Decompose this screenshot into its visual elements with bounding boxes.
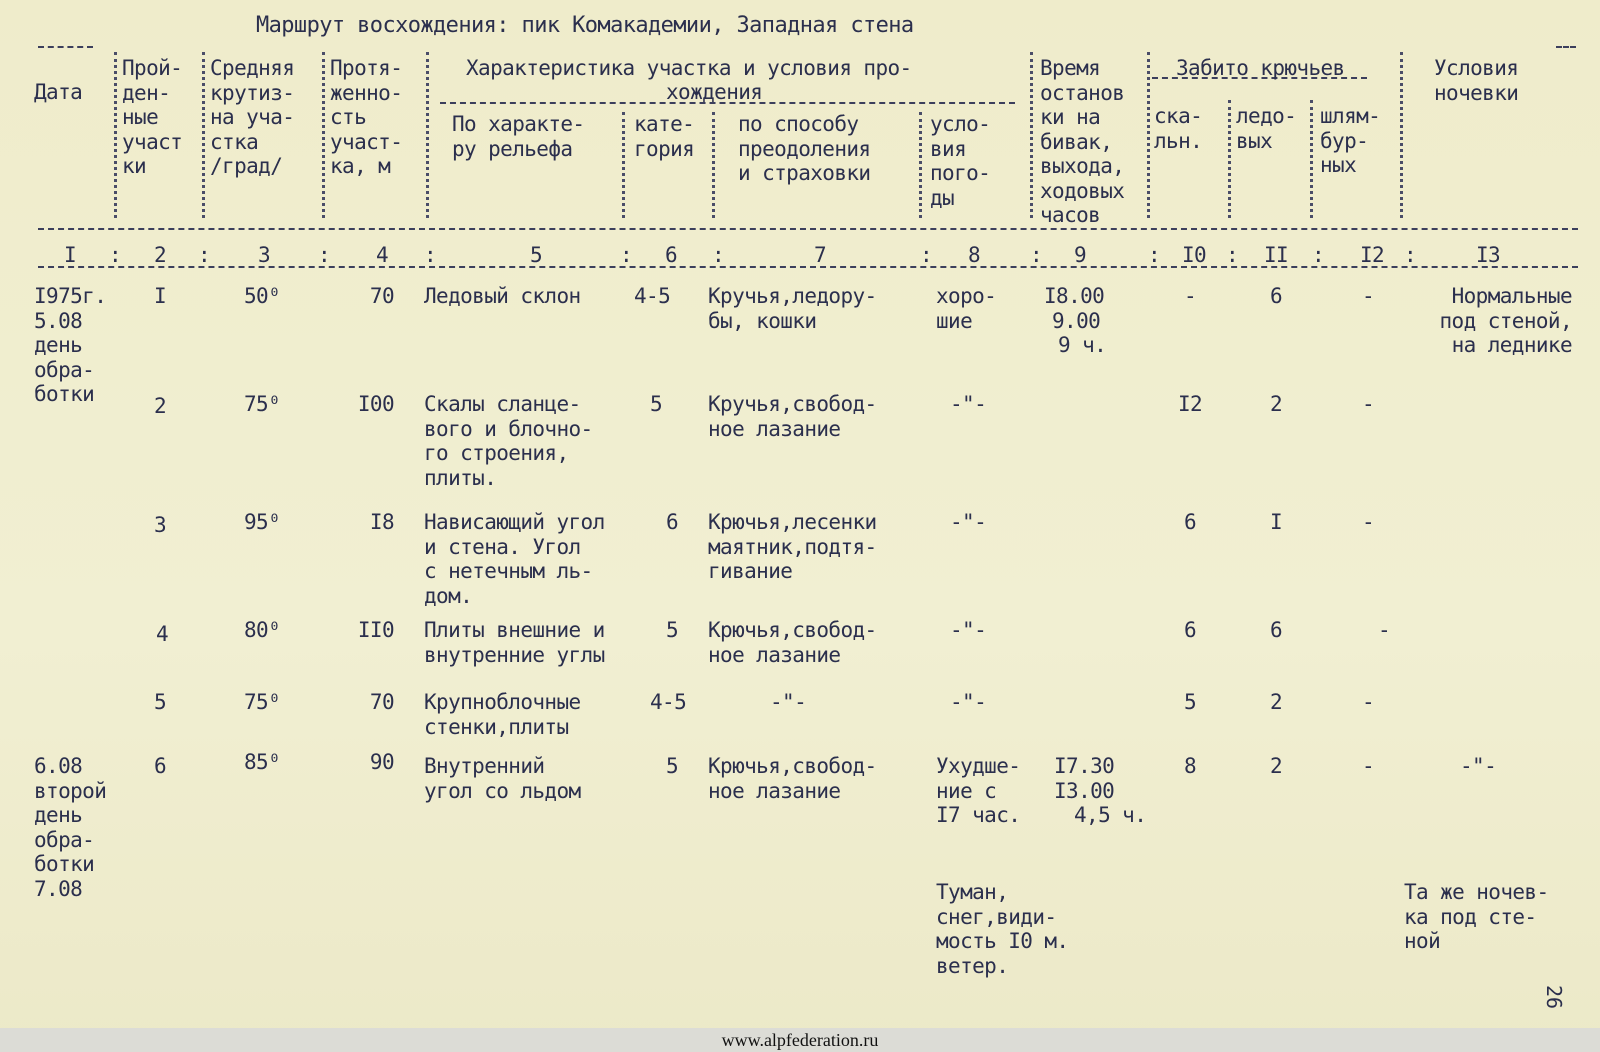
row6-weather: Ухудше- ние с I7 час. (936, 754, 1021, 827)
header-char-group: Характеристика участка и условия про- (466, 56, 912, 80)
column-separator (426, 52, 429, 218)
row5-category: 4-5 (650, 690, 687, 714)
header-rule-top-right (1556, 46, 1576, 48)
row2-steepness: 75⁰ (244, 392, 281, 416)
col-number-3: 3 (257, 243, 271, 267)
row5-relief: Крупноблочные стенки,плиты (424, 690, 581, 739)
row2-rock-hooks: I2 (1177, 392, 1203, 416)
column-separator (114, 52, 117, 218)
column-separator (919, 112, 922, 218)
col-number-1: I (63, 243, 77, 267)
column-separator (622, 112, 625, 218)
row3-rock-hooks: 6 (1183, 510, 1197, 534)
row6-section: 6 (153, 754, 167, 778)
col-number-13: I3 (1475, 243, 1501, 267)
row3-length: I8 (369, 510, 394, 534)
header-date: Дата (34, 80, 83, 104)
row1-length: 70 (369, 284, 394, 308)
row1-bolts: - (1361, 284, 1375, 308)
row1-steepness: 50⁰ (244, 284, 281, 308)
row3-ice-hooks: I (1269, 510, 1283, 534)
row6-date: 6.08 второй день обра- ботки 7.08 (34, 754, 107, 901)
number-separator: : (712, 243, 725, 267)
row6-category: 5 (666, 754, 679, 778)
row2-bolts: - (1361, 392, 1375, 416)
row5-rock-hooks: 5 (1183, 690, 1197, 714)
col-number-7: 7 (813, 243, 827, 267)
row4-bolts: - (1377, 618, 1391, 642)
row2-method: Кручья,свобод- ное лазание (708, 392, 877, 441)
row1-category: 4-5 (634, 284, 671, 308)
page-number: 26 (1542, 985, 1566, 1010)
row5-bolts: - (1361, 690, 1375, 714)
row1-section: I (153, 284, 167, 308)
row3-category: 6 (666, 510, 679, 534)
row3-relief: Нависающий угол и стена. Угол с нетечным ль- дом. (424, 510, 605, 608)
row5-method: -"- (770, 690, 807, 714)
number-separator: : (1148, 243, 1161, 267)
row4-category: 5 (666, 618, 679, 642)
row4-section: 4 (155, 622, 169, 646)
col-number-2: 2 (153, 243, 167, 267)
row3-section: 3 (153, 513, 167, 537)
header-col13: Условия ночевки (1434, 56, 1519, 105)
column-separator (1147, 52, 1150, 218)
row3-method: Крючья,лесенки маятник,подтя- гивание (708, 510, 877, 583)
row1-relief: Ледовый склон (424, 284, 581, 308)
header-col9: Время останов ки на бивак, выхода, ходовых часов (1040, 56, 1125, 227)
header-col2: Прой- ден- ные участ ки (122, 56, 183, 178)
row2-section: 2 (153, 394, 167, 418)
col-number-4: 4 (375, 243, 389, 267)
row6-length: 90 (369, 750, 394, 774)
number-separator: : (920, 243, 933, 267)
row6-time: I7.30 I3.00 4,5 ч. (1054, 754, 1147, 827)
header-col6: кате- гория (634, 112, 695, 161)
header-char-group-2: хождения (666, 80, 763, 104)
row4-method: Крючья,свобод- ное лазание (708, 618, 877, 667)
column-separator (712, 112, 715, 218)
header-col4: Протя- женно- сть участ- ка, м (330, 56, 403, 178)
header-rule-bottom (38, 228, 1578, 230)
header-col10: ска- льн. (1154, 104, 1203, 153)
row4-rock-hooks: 6 (1183, 618, 1197, 642)
row4-relief: Плиты внешние и внутренние углы (424, 618, 605, 667)
row1-weather: хоро- шие (936, 284, 997, 333)
row5-steepness: 75⁰ (244, 690, 281, 714)
column-separator (1228, 100, 1231, 218)
row3-weather: -"- (950, 510, 987, 534)
row2-weather: -"- (950, 392, 987, 416)
col-number-9: 9 (1073, 243, 1087, 267)
header-col3: Средняя крутиз- на уча- стка /град/ (210, 56, 295, 178)
row3-bolts: - (1361, 510, 1375, 534)
header-hooks-group: Забито крючьев (1176, 56, 1345, 80)
row2-ice-hooks: 2 (1269, 392, 1283, 416)
number-separator: : (318, 243, 331, 267)
row1-night: Нормальные под стеной, на леднике (1439, 284, 1572, 357)
col-number-5: 5 (529, 243, 543, 267)
header-col8: усло- вия пого- ды (930, 112, 991, 210)
column-separator (1030, 52, 1033, 218)
col-number-12: I2 (1359, 243, 1385, 267)
number-separator: : (109, 243, 122, 267)
row5-length: 70 (369, 690, 394, 714)
row6-night: -"- (1460, 754, 1497, 778)
row6-method: Крючья,свобод- ное лазание (708, 754, 877, 803)
row1-rock-hooks: - (1183, 284, 1197, 308)
row4-ice-hooks: 6 (1269, 618, 1283, 642)
header-col12: шлям- бур- ных (1320, 104, 1381, 177)
row6-rock-hooks: 8 (1183, 754, 1197, 778)
row4-weather: -"- (950, 618, 987, 642)
header-rule-top-left (38, 46, 93, 48)
row1-time: I8.00 9.00 9 ч. (1044, 284, 1107, 357)
row1-method: Кручья,ледору- бы, кошки (708, 284, 877, 333)
row5-weather: -"- (950, 690, 987, 714)
row5-ice-hooks: 2 (1269, 690, 1283, 714)
column-separator (202, 52, 205, 218)
row6-steepness: 85⁰ (244, 750, 281, 774)
extra-night-note: Та же ночев- ка под сте- ной (1404, 880, 1549, 953)
number-separator: : (620, 243, 633, 267)
row2-relief: Скалы сланце- вого и блочно- го строения, плиты. (424, 392, 593, 490)
col-number-11: II (1263, 243, 1289, 267)
row6-relief: Внутренний угол со льдом (424, 754, 581, 803)
document-title: Маршрут восхождения: пик Комакадемии, Западная стена (256, 13, 914, 38)
header-col7: по способу преодоления и страховки (738, 112, 871, 185)
row2-length: I00 (357, 392, 394, 416)
column-separator (1400, 52, 1403, 218)
number-separator: : (1030, 243, 1043, 267)
number-separator: : (1226, 243, 1239, 267)
row2-category: 5 (650, 392, 663, 416)
row6-bolts: - (1361, 754, 1375, 778)
number-separator: : (198, 243, 211, 267)
extra-weather-note: Туман, снег,види- мость I0 м. ветер. (936, 880, 1069, 978)
row6-ice-hooks: 2 (1269, 754, 1283, 778)
row1-ice-hooks: 6 (1269, 284, 1283, 308)
col-number-6: 6 (664, 243, 678, 267)
column-separator (1310, 100, 1313, 218)
number-separator: : (1312, 243, 1325, 267)
number-separator: : (1404, 243, 1417, 267)
row3-steepness: 95⁰ (244, 510, 281, 534)
col-number-10: I0 (1181, 243, 1207, 267)
row1-date: I975г. 5.08 день обра- ботки (34, 284, 107, 406)
header-col11: ледо- вых (1236, 104, 1297, 153)
row4-length: II0 (357, 618, 394, 642)
footer-website: www.alpfederation.ru (721, 1030, 879, 1050)
number-separator: : (424, 243, 437, 267)
header-col5: По характе- ру рельефа (452, 112, 585, 161)
col-number-8: 8 (967, 243, 981, 267)
row4-steepness: 80⁰ (244, 618, 281, 642)
row5-section: 5 (153, 690, 167, 714)
column-separator (322, 52, 325, 218)
